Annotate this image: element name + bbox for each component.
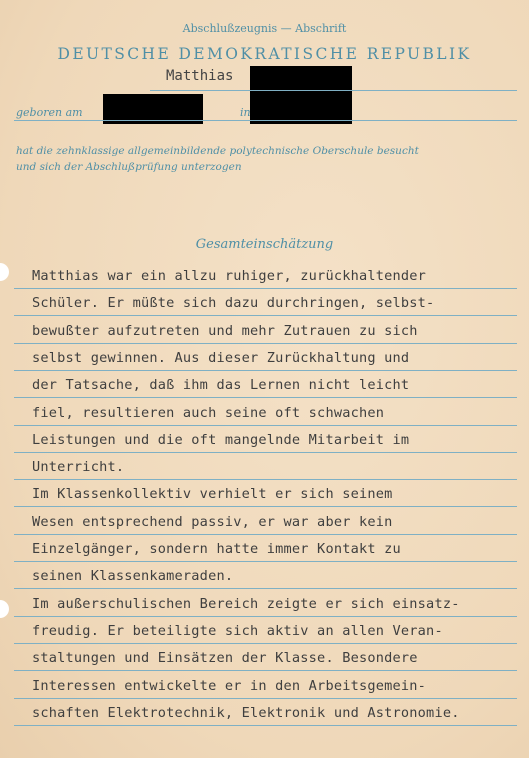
school-line-2: und sich der Abschlußprüfung unterzogen	[16, 161, 242, 173]
ruled-line	[14, 397, 517, 398]
ruled-line	[14, 670, 517, 671]
ruled-line	[14, 479, 517, 480]
name-rule	[150, 90, 517, 91]
born-label: geboren am	[16, 106, 83, 119]
assessment-line: Im Klassenkollektiv verhielt er sich seinem	[32, 486, 393, 503]
student-first-name: Matthias	[166, 68, 234, 84]
assessment-line: seinen Klassenkameraden.	[32, 568, 234, 585]
assessment-line: Matthias war ein allzu ruhiger, zurückhaltender	[32, 268, 427, 284]
ruled-line	[14, 643, 517, 644]
assessment-title: Gesamteinschätzung	[195, 237, 334, 252]
assessment-line: fiel, resultieren auch seine oft schwachen	[32, 404, 385, 421]
ruled-line	[14, 561, 517, 562]
ruled-line	[14, 588, 517, 589]
punch-hole-top	[0, 263, 9, 281]
assessment-line: staltungen und Einsätzen der Klasse. Besondere	[32, 650, 418, 667]
ruled-line	[14, 698, 517, 699]
ruled-line	[14, 725, 517, 726]
copy-label: Abschlußzeugnis — Abschrift	[182, 22, 347, 35]
assessment-line: Wesen entsprechend passiv, er war aber kein	[32, 513, 393, 530]
assessment-line: Leistungen und die oft mangelnde Mitarbeit im	[32, 431, 410, 448]
assessment-line: Interessen entwickelte er in den Arbeitsgemein-	[32, 677, 427, 694]
assessment-line: selbst gewinnen. Aus dieser Zurückhaltung und	[32, 349, 410, 366]
school-line-1: hat die zehnklassige allgemeinbildende polytechnische Oberschule besucht	[16, 145, 419, 157]
ruled-line	[14, 425, 517, 426]
assessment-line: freudig. Er beteiligte sich aktiv an allen Veran-	[32, 622, 443, 639]
country-heading: DEUTSCHE DEMOKRATISCHE REPUBLIK	[57, 45, 472, 63]
ruled-line	[14, 343, 517, 344]
assessment-line: Einzelgänger, sondern hatte immer Kontakt zu	[32, 541, 401, 557]
assessment-line: bewußter aufzutreten und mehr Zutrauen zu sich	[32, 322, 418, 339]
assessment-line: der Tatsache, daß ihm das Lernen nicht leicht	[32, 377, 410, 394]
ruled-line	[14, 315, 517, 316]
birth-rule	[14, 120, 517, 121]
redacted-surname	[250, 66, 352, 124]
punch-hole-bottom	[0, 600, 9, 618]
assessment-line: Im außerschulischen Bereich zeigte er sich einsatz-	[32, 595, 460, 612]
birthplace-label: in	[240, 106, 251, 119]
ruled-line	[14, 370, 517, 371]
assessment-line: schaften Elektrotechnik, Elektronik und Astronomie.	[32, 704, 460, 721]
assessment-line: Schüler. Er müßte sich dazu durchringen, selbst-	[32, 295, 435, 312]
ruled-line	[14, 506, 517, 507]
ruled-line	[14, 452, 517, 453]
assessment-line: Unterricht.	[32, 459, 125, 476]
ruled-line	[14, 534, 517, 535]
ruled-line	[14, 616, 517, 617]
ruled-line	[14, 288, 517, 289]
